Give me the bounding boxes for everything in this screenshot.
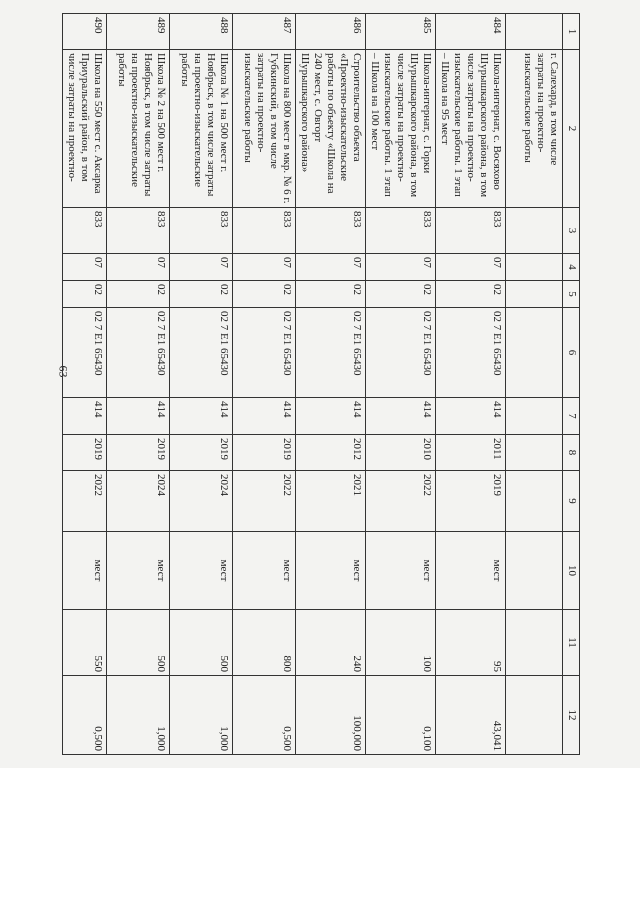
cell-target-code: 02 7 E1 65430 <box>436 308 506 398</box>
table-row <box>233 14 296 755</box>
header-cell-10: 10 <box>563 532 580 610</box>
cell-object-name: Школа на 550 мест с. Аксарка Приуральский район, в том числе затраты на проектно- <box>63 50 107 208</box>
cell-code-4: 07 <box>107 254 170 281</box>
cell-code-5: 02 <box>233 281 296 308</box>
cell-empty <box>506 676 563 755</box>
cell-empty <box>506 208 563 254</box>
cell-code-3: 833 <box>436 208 506 254</box>
cell-end-year: 2024 <box>170 471 233 532</box>
cell-amount: 1,000 <box>107 676 170 755</box>
cell-capacity: 500 <box>170 610 233 676</box>
budget-table <box>62 13 580 755</box>
cell-object-name: Школа-интернат, с. Горки Шурышкарского района, в том числе затраты на проектно-изыскательские работы. 1 этап – Школа на 100 мест <box>366 50 436 208</box>
cell-capacity: 800 <box>233 610 296 676</box>
cell-code-3: 833 <box>107 208 170 254</box>
cell-unit: мест <box>366 532 436 610</box>
cell-code-5: 02 <box>170 281 233 308</box>
cell-start-year: 2019 <box>233 435 296 471</box>
cell-target-code: 02 7 E1 65430 <box>233 308 296 398</box>
cell-capacity: 550 <box>63 610 107 676</box>
cell-code-4: 07 <box>296 254 366 281</box>
cell-unit: мест <box>63 532 107 610</box>
cell-capacity: 240 <box>296 610 366 676</box>
table-row <box>63 14 107 755</box>
header-cell-7: 7 <box>563 398 580 435</box>
cell-target-code: 02 7 E1 65430 <box>366 308 436 398</box>
cell-empty <box>506 398 563 435</box>
table-row <box>170 14 233 755</box>
cell-code-7: 414 <box>107 398 170 435</box>
header-cell-3: 3 <box>563 208 580 254</box>
header-cell-6: 6 <box>563 308 580 398</box>
table-container <box>66 13 580 754</box>
cell-code-3: 833 <box>296 208 366 254</box>
cell-end-year: 2021 <box>296 471 366 532</box>
cell-object-name: Строительство объекта «Проектно-изыскательские работы по объекту «Школа на 240 мест, с. Овгорт Шурышкарского района» <box>296 50 366 208</box>
page-number: 63 <box>56 365 71 378</box>
header-cell-11: 11 <box>563 610 580 676</box>
header-cell-1: 1 <box>563 14 580 50</box>
cell-amount: 0,500 <box>233 676 296 755</box>
cell-code-4: 07 <box>233 254 296 281</box>
table-row <box>366 14 436 755</box>
cell-code-4: 07 <box>436 254 506 281</box>
header-cell-9: 9 <box>563 471 580 532</box>
cell-code-5: 02 <box>436 281 506 308</box>
cell-code-7: 414 <box>296 398 366 435</box>
cell-object-name: Школа № 1 на 500 мест г. Ноябрьск, в том числе затраты на проектно-изыскательские работы <box>170 50 233 208</box>
cell-empty <box>506 471 563 532</box>
cell-row-number: 487 <box>233 14 296 50</box>
cell-code-3: 833 <box>366 208 436 254</box>
cell-amount: 0,500 <box>63 676 107 755</box>
cell-code-5: 02 <box>366 281 436 308</box>
cell-target-code: 02 7 E1 65430 <box>107 308 170 398</box>
cell-start-year: 2011 <box>436 435 506 471</box>
cell-end-year: 2024 <box>107 471 170 532</box>
cell-unit: мест <box>296 532 366 610</box>
cell-end-year: 2022 <box>366 471 436 532</box>
cell-row-number: 486 <box>296 14 366 50</box>
cell-name: г. Салехард, в том числе затраты на проектно-изыскательские работы <box>506 50 563 208</box>
cell-code-4: 07 <box>170 254 233 281</box>
header-cell-5: 5 <box>563 281 580 308</box>
cell-amount: 1,000 <box>170 676 233 755</box>
cell-empty <box>506 308 563 398</box>
cell-row-number: 484 <box>436 14 506 50</box>
cell-code-5: 02 <box>107 281 170 308</box>
cell-row-number: 488 <box>170 14 233 50</box>
cell-end-year: 2022 <box>63 471 107 532</box>
cell-start-year: 2019 <box>107 435 170 471</box>
cell-amount: 100,000 <box>296 676 366 755</box>
cell-code-3: 833 <box>170 208 233 254</box>
cell-row-number: 489 <box>107 14 170 50</box>
cell-code-7: 414 <box>170 398 233 435</box>
cell-target-code: 02 7 E1 65430 <box>63 308 107 398</box>
cell-code-3: 833 <box>233 208 296 254</box>
table-row <box>436 14 506 755</box>
header-row <box>563 14 580 755</box>
header-cell-2: 2 <box>563 50 580 208</box>
cell-code-7: 414 <box>436 398 506 435</box>
cell-object-name: Школа на 800 мест в мкр. № 6 г. Губкинский, в том числе затраты на проектно-изыскательские работы <box>233 50 296 208</box>
cell-object-name: Школа-интернат, с. Восяхово Шурышкарского района, в том числе затраты на проектно-изыскательские работы. 1 этап – Школа на 95 мест <box>436 50 506 208</box>
cell-empty <box>506 254 563 281</box>
cell-code-7: 414 <box>366 398 436 435</box>
cell-target-code: 02 7 E1 65430 <box>170 308 233 398</box>
cell-amount: 43,041 <box>436 676 506 755</box>
cell-unit: мест <box>436 532 506 610</box>
cell-code-5: 02 <box>296 281 366 308</box>
cell-row-number: 490 <box>63 14 107 50</box>
cell-empty <box>506 610 563 676</box>
cell-start-year: 2012 <box>296 435 366 471</box>
cell-code-5: 02 <box>63 281 107 308</box>
cell-object-name: Школа № 2 на 500 мест г. Ноябрьск, в том числе затраты на проектно-изыскательские работы <box>107 50 170 208</box>
cell-unit: мест <box>107 532 170 610</box>
cell-unit: мест <box>233 532 296 610</box>
cell-code-7: 414 <box>233 398 296 435</box>
header-cell-12: 12 <box>563 676 580 755</box>
cell-capacity: 500 <box>107 610 170 676</box>
cell-unit: мест <box>170 532 233 610</box>
cell-row-number: 485 <box>366 14 436 50</box>
cell-capacity: 100 <box>366 610 436 676</box>
cell-empty <box>506 435 563 471</box>
cell-target-code: 02 7 E1 65430 <box>296 308 366 398</box>
cell-end-year: 2019 <box>436 471 506 532</box>
header-cell-8: 8 <box>563 435 580 471</box>
header-cell-4: 4 <box>563 254 580 281</box>
continuation-row <box>506 14 563 755</box>
cell-amount: 0,100 <box>366 676 436 755</box>
cell-capacity: 95 <box>436 610 506 676</box>
cell-start-year: 2019 <box>63 435 107 471</box>
cell-code-4: 07 <box>63 254 107 281</box>
cell-empty <box>506 281 563 308</box>
cell-num <box>506 14 563 50</box>
cell-end-year: 2022 <box>233 471 296 532</box>
cell-start-year: 2010 <box>366 435 436 471</box>
cell-code-7: 414 <box>63 398 107 435</box>
table-row <box>107 14 170 755</box>
cell-code-3: 833 <box>63 208 107 254</box>
table-row <box>296 14 366 755</box>
cell-start-year: 2019 <box>170 435 233 471</box>
cell-empty <box>506 532 563 610</box>
cell-code-4: 07 <box>366 254 436 281</box>
